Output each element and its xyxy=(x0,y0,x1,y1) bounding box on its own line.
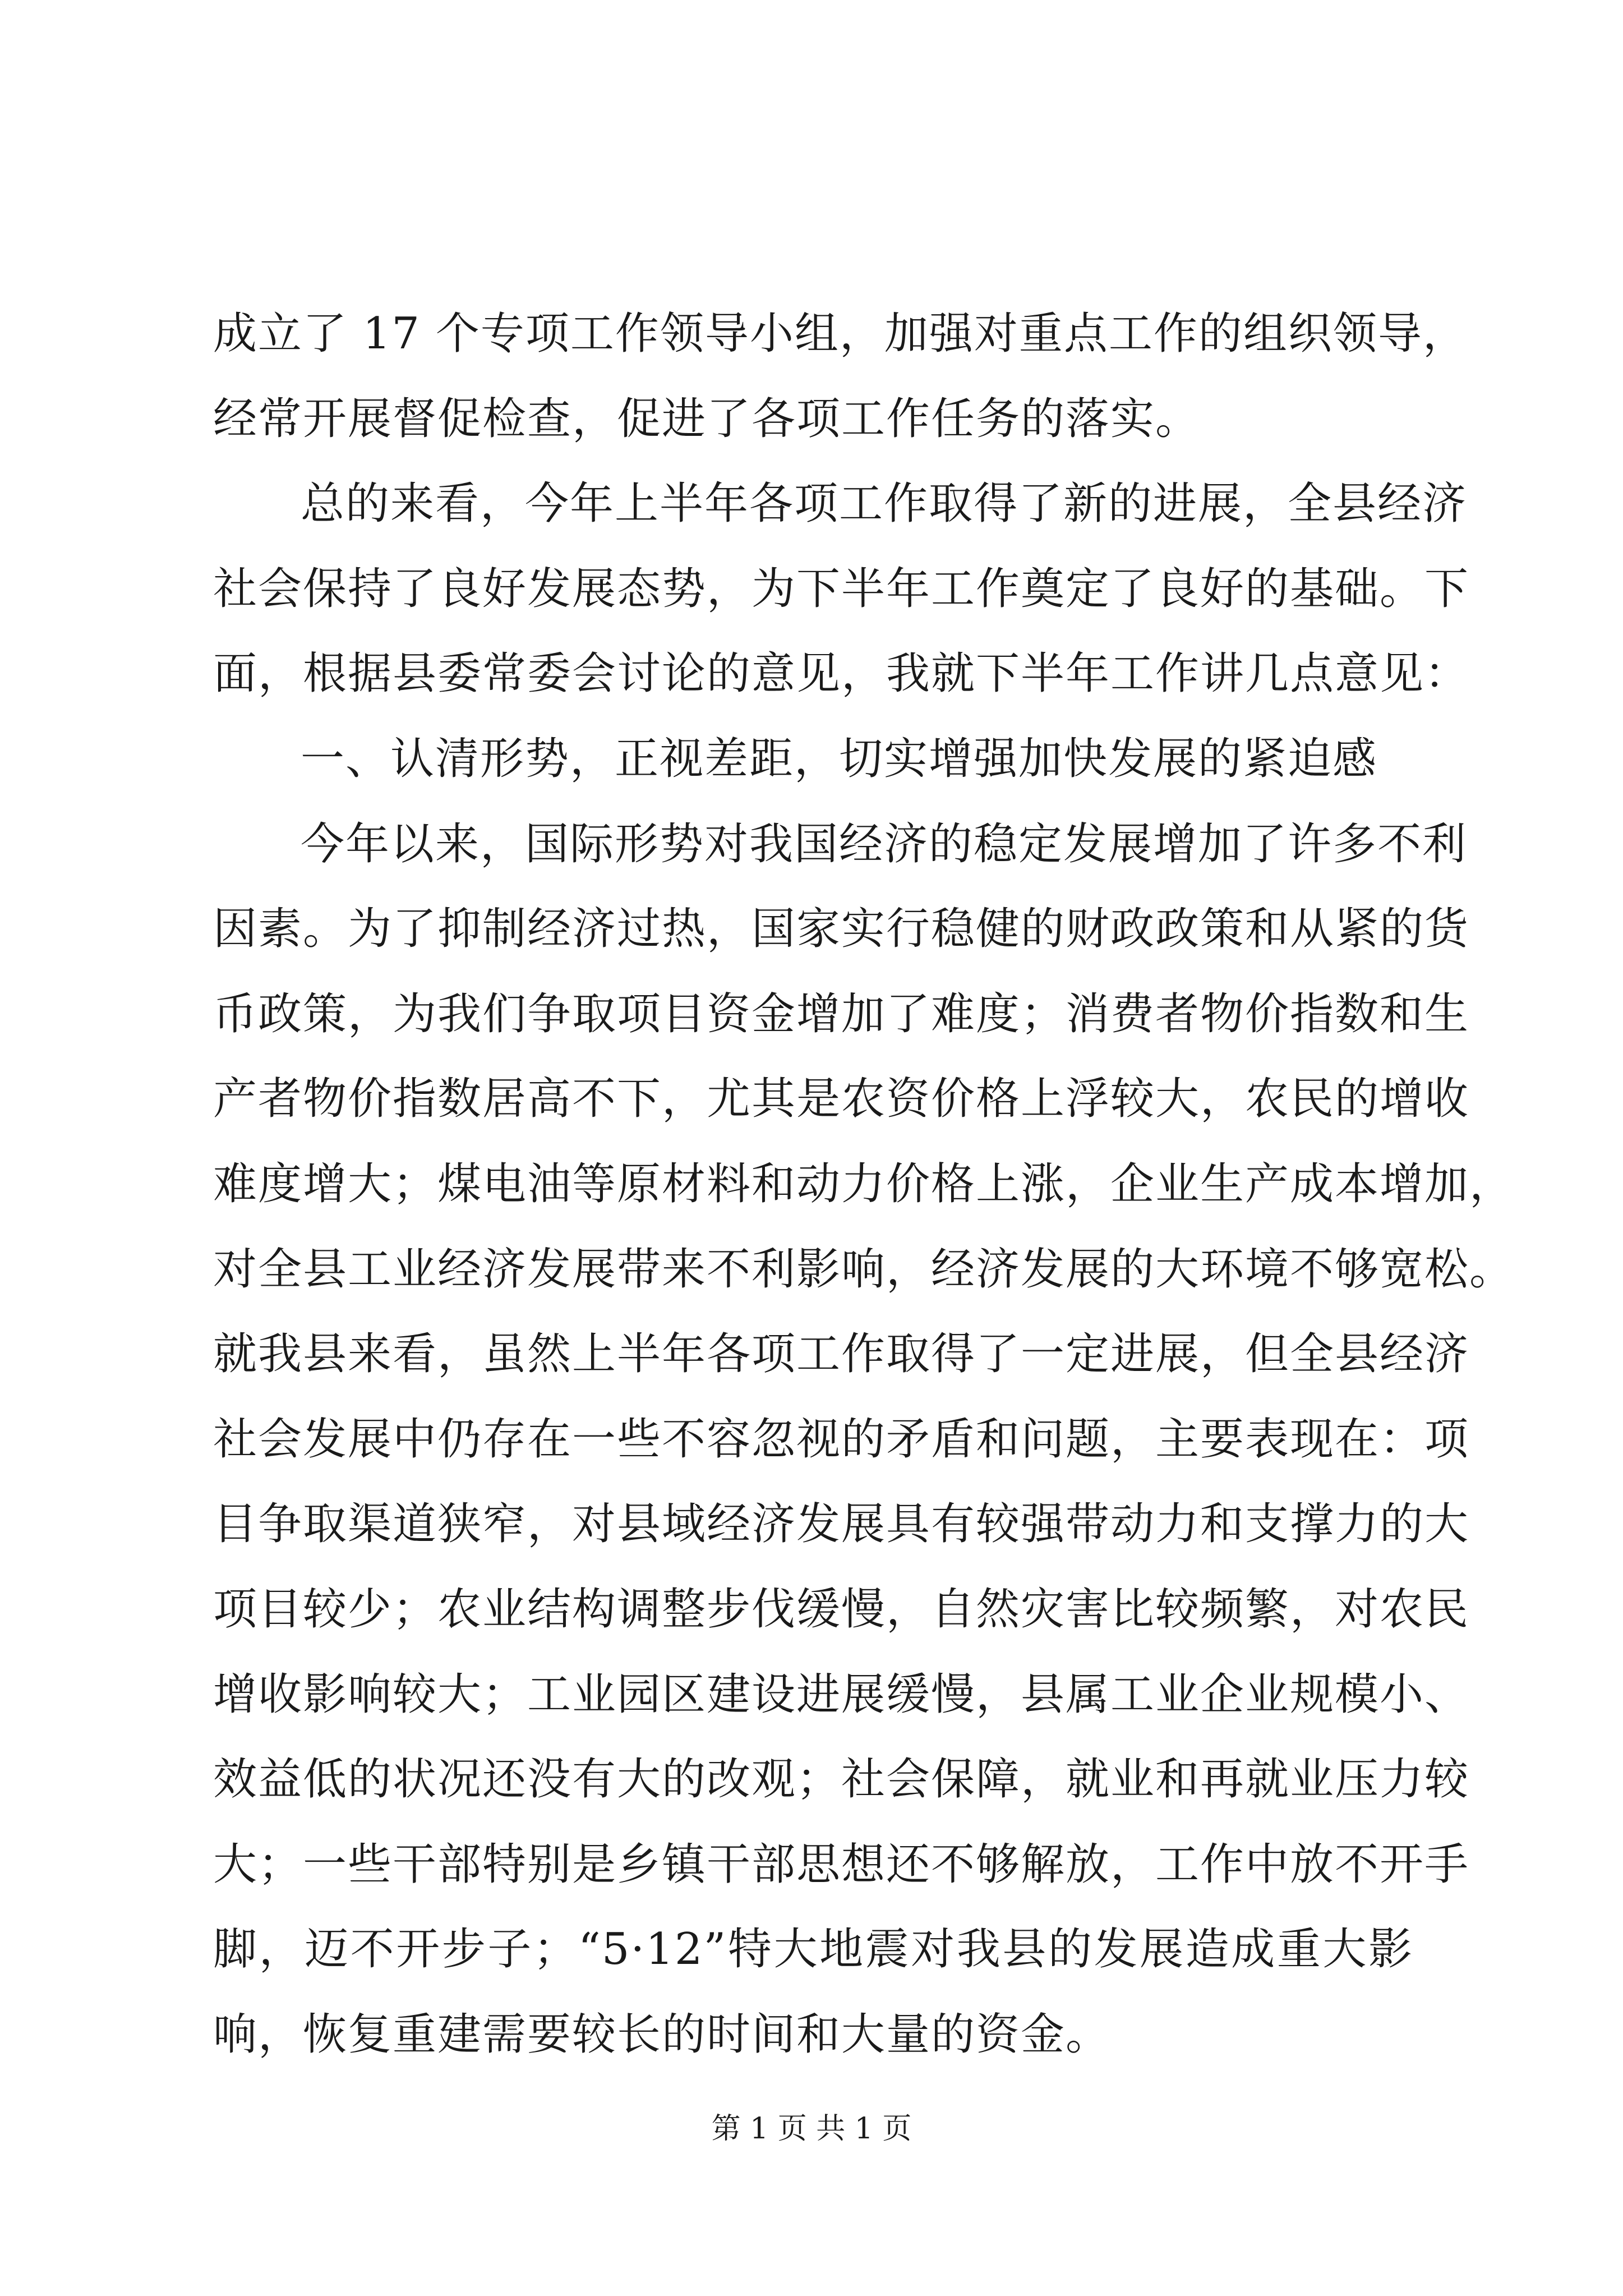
text-line: 经常开展督促检查，促进了各项工作任务的落实。 xyxy=(213,393,1201,444)
page-number-footer: 第 1 页 共 1 页 xyxy=(711,2112,912,2146)
text-line: 大；一些干部特别是乡镇干部思想还不够解放，工作中放不开手 xyxy=(213,1839,1470,1890)
text-line: 增收影响较大；工业园区建设进展缓慢，县属工业企业规模小、 xyxy=(213,1669,1470,1720)
text-line: 今年以来，国际形势对我国经济的稳定发展增加了许多不利 xyxy=(301,818,1468,869)
document-body xyxy=(213,292,1515,2077)
text-line: 对全县工业经济发展带来不利影响，经济发展的大环境不够宽松。 xyxy=(213,1244,1515,1295)
text-line: 社会保持了良好发展态势，为下半年工作奠定了良好的基础。下 xyxy=(213,563,1470,614)
text-line: 社会发展中仍存在一些不容忽视的矛盾和问题，主要表现在：项 xyxy=(213,1414,1470,1465)
text-line: 效益低的状况还没有大的改观；社会保障，就业和再就业压力较 xyxy=(213,1754,1470,1805)
text-line: 脚，迈不开步子；“5·12”特大地震对我县的发展造成重大影 xyxy=(213,1924,1413,1975)
text-line: 项目较少；农业结构调整步伐缓慢，自然灾害比较频繁，对农民 xyxy=(213,1584,1470,1635)
text-line: 币政策，为我们争取项目资金增加了难度；消费者物价指数和生 xyxy=(213,988,1470,1039)
text-line: 就我县来看，虽然上半年各项工作取得了一定进展，但全县经济 xyxy=(213,1329,1470,1380)
section-heading: 一、认清形势，正视差距，切实增强加快发展的紧迫感 xyxy=(301,733,1378,784)
text-line: 因素。为了抑制经济过热，国家实行稳健的财政政策和从紧的货 xyxy=(213,904,1470,955)
text-line: 难度增大；煤电油等原材料和动力价格上涨，企业生产成本增加， xyxy=(213,1158,1515,1209)
text-line: 响，恢复重建需要较长的时间和大量的资金。 xyxy=(213,2009,1111,2060)
text-line: 总的来看，今年上半年各项工作取得了新的进展，全县经济 xyxy=(301,478,1468,530)
text-line: 目争取渠道狭窄，对县域经济发展具有较强带动力和支撑力的大 xyxy=(213,1499,1470,1550)
text-line: 产者物价指数居高不下，尤其是农资价格上浮较大，农民的增收 xyxy=(213,1074,1470,1125)
text-line: 面，根据县委常委会讨论的意见，我就下半年工作讲几点意见： xyxy=(213,648,1470,700)
text-line: 成立了 17 个专项工作领导小组，加强对重点工作的组织领导， xyxy=(213,309,1468,359)
